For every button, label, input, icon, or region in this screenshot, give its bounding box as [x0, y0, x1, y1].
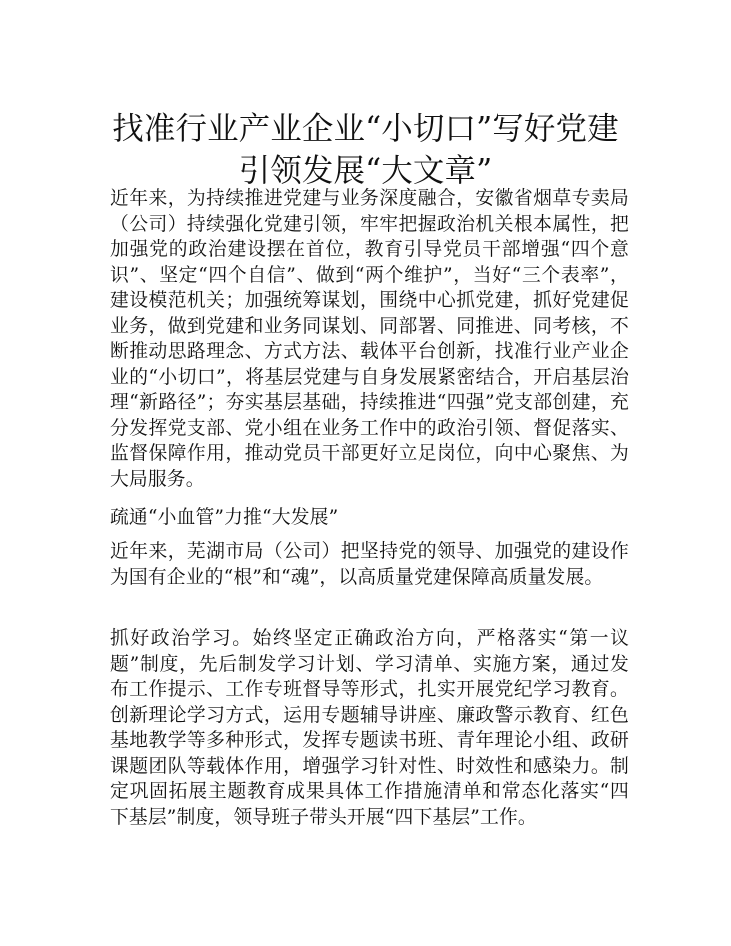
body-paragraph: 抓好政治学习。始终坚定正确政治方向，严格落实“第一议题”制度，先后制发学习计划、学习清单、实施方案，通过发布工作提示、工作专班督导等形式，扎实开展党纪学习教育。创新理论学习方式，运用专题辅导讲座、廉政警示教育、红色基地教学等多种形式，发挥专题读书班、青年理论小组、政研课题团队等载体作用，增强学习针对性、时效性和感染力。制定巩固拓展主题教育成果具体工作措施清单和常态化落实“四下基层”制度，领导班子带头开展“四下基层”工作。 [110, 628, 629, 828]
body-paragraph: 近年来，芜湖市局（公司）把坚持党的领导、加强党的建设作为国有企业的“根”和“魂”，以高质量党建保障高质量发展。 [110, 541, 629, 588]
document-title: 找准行业产业企业“小切口”写好党建引领发展“大文章” [112, 111, 619, 189]
section-heading: 疏通“小血管”力推“大发展” [110, 507, 339, 528]
intro-paragraph: 近年来，为持续推进党建与业务深度融合，安徽省烟草专卖局（公司）持续强化党建引领，牢牢把握政治机关根本属性，把加强党的政治建设摆在首位，教育引导党员干部增强“四个意识”、坚定“四个自信”、做到“两个维护”，当好“三个表率”，建设模范机关；加强统筹谋划，围绕中心抓党建，抓好党建促业务，做到党建和业务同谋划、同部署、同推进、同考核，不断推动思路理念、方式方法、载体平台创新，找准行业产业企业的“小切口”，将基层党建与自身发展紧密结合，开启基层治理“新路径”；夯实基层基础，持续推进“四强”党支部创建，充分发挥党支部、党小组在业务工作中的政治引领、督促落实、监督保障作用，推动党员干部更好立足岗位，向中心聚焦、为大局服务。 [110, 188, 629, 490]
